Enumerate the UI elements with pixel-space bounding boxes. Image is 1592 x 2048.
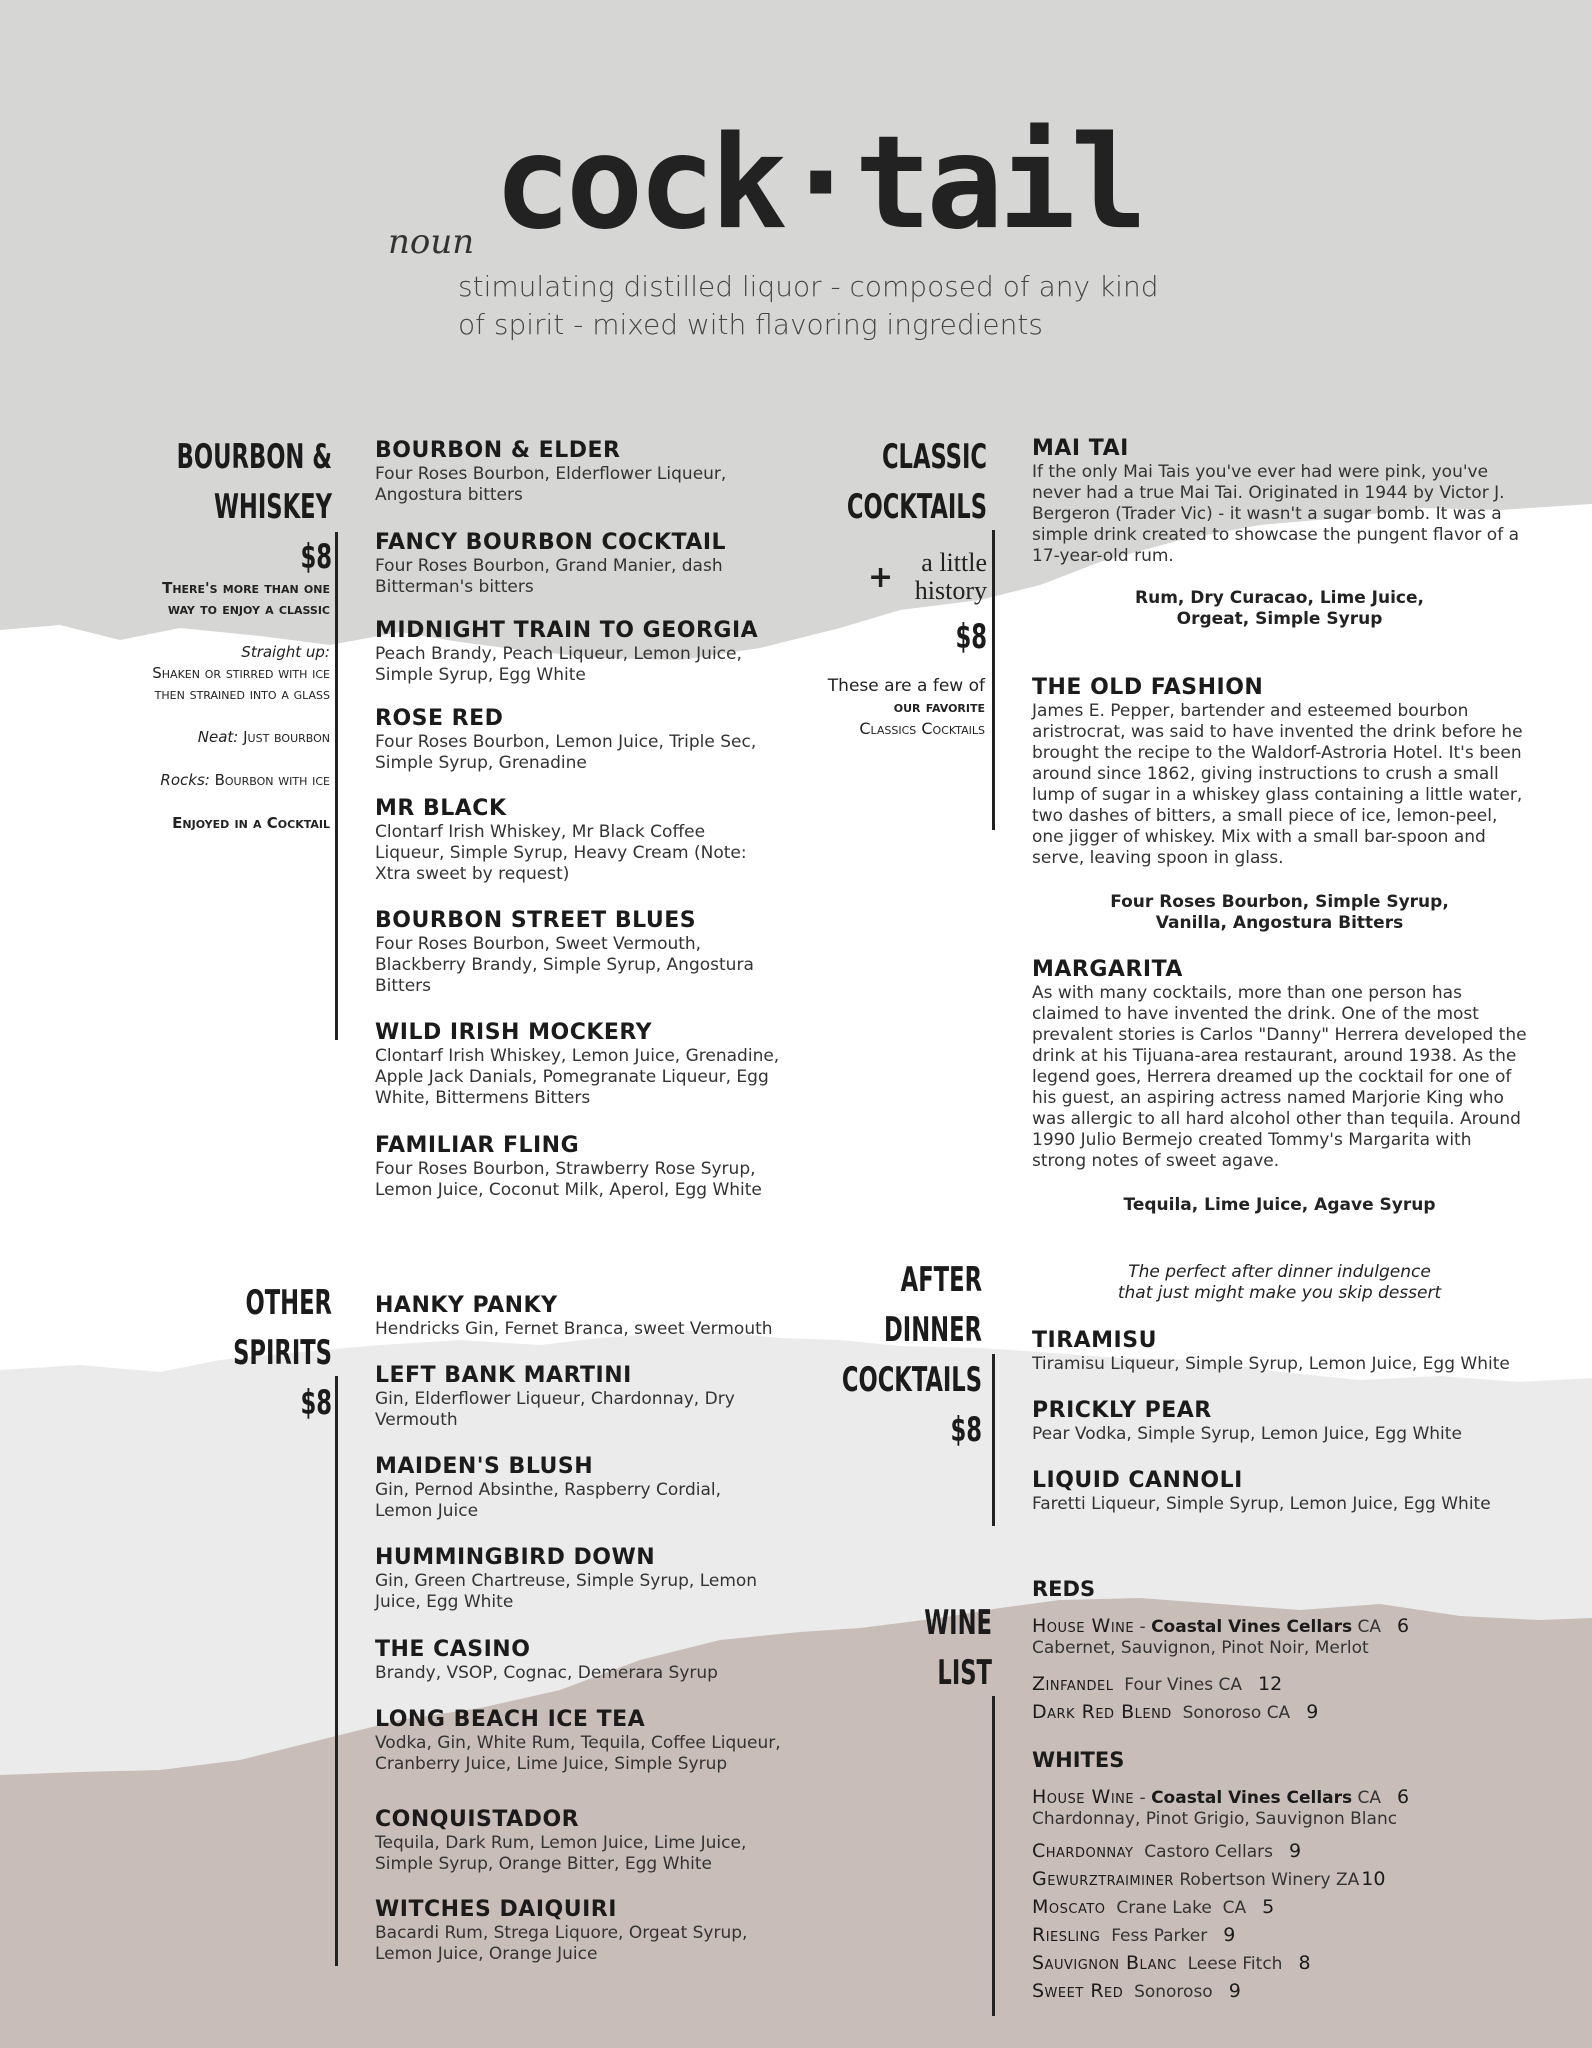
menu-item — [375, 1707, 805, 1775]
wine-name: Sauvignon Blanc — [1032, 1952, 1177, 1974]
bourbon-heading — [72, 432, 332, 582]
bourbon-note: There's more than one way to enjoy a classic — [162, 579, 330, 618]
classic-price: $8 — [955, 617, 987, 657]
bourbon-price: $8 — [300, 537, 332, 577]
wine-price: 6 — [1397, 1615, 1410, 1637]
after-heading-line-3: COCKTAILS — [841, 1360, 982, 1400]
item-name: LONG BEACH ICE TEA — [375, 1707, 646, 1732]
item-name: THE OLD FASHION — [1032, 675, 1264, 700]
wine-varietals: Cabernet, Sauvignon, Pinot Noir, Merlot — [1032, 1638, 1369, 1658]
menu-item — [375, 1363, 775, 1431]
wine-row — [1032, 1925, 1235, 1947]
other-price: $8 — [300, 1383, 332, 1423]
wine-region: CA — [1222, 1898, 1247, 1918]
ingredients-line-1: Rum, Dry Curacao, Lime Juice, — [1135, 588, 1424, 608]
item-desc: Bacardi Rum, Strega Liquore, Orgeat Syrup, Lemon Juice, Orange Juice — [375, 1923, 748, 1964]
classic-note-line-2: our favorite — [893, 698, 985, 716]
straight-text: Shaken or stirred with ice then strained into a glass — [152, 664, 330, 703]
wine-region: ZA — [1336, 1870, 1360, 1890]
after-heading-line-2: DINNER — [883, 1310, 982, 1350]
classic-note-line-3: Classics Cocktails — [859, 719, 985, 738]
item-name: HANKY PANKY — [375, 1293, 558, 1318]
wine-price: 9 — [1288, 1840, 1302, 1862]
menu-item — [1032, 957, 1527, 1172]
wine-maker: Coastal Vines Cellars — [1151, 1788, 1353, 1808]
menu-item — [1032, 436, 1527, 567]
item-desc: Brandy, VSOP, Cognac, Demerara Syrup — [375, 1663, 718, 1683]
wine-name: Sweet Red — [1032, 1980, 1124, 2002]
wine-separator: - — [1134, 1617, 1152, 1637]
wine-name: Chardonnay — [1032, 1840, 1134, 1862]
wine-name: Zinfandel — [1032, 1673, 1114, 1695]
after-heading — [722, 1255, 982, 1455]
item-desc: Four Roses Bourbon, Sweet Vermouth, Blackberry Brandy, Simple Syrup, Angostura Bitters — [375, 934, 754, 996]
item-desc: Four Roses Bourbon, Strawberry Rose Syrup, Lemon Juice, Coconut Milk, Aperol, Egg White — [375, 1159, 762, 1200]
item-desc: Tiramisu Liqueur, Simple Syrup, Lemon Juice, Egg White — [1032, 1354, 1510, 1374]
rocks-text: Bourbon with ice — [214, 771, 330, 789]
item-desc: Pear Vodka, Simple Syrup, Lemon Juice, Egg White — [1032, 1424, 1462, 1444]
item-name: WITCHES DAIQUIRI — [375, 1897, 617, 1922]
classic-note-line-1: These are a few of — [827, 676, 985, 696]
wine-maker: Sonoroso — [1182, 1703, 1262, 1723]
menu-item — [375, 530, 795, 598]
definition — [458, 268, 1278, 344]
wine-maker: Sonoroso — [1134, 1982, 1213, 2002]
after-intro — [1032, 1262, 1527, 1304]
wine-maker: Leese Fitch — [1187, 1954, 1283, 1974]
wine-row — [1032, 1981, 1241, 2003]
menu-item — [375, 1133, 795, 1201]
wine-row — [1032, 1869, 1385, 1891]
wine-price: 9 — [1306, 1701, 1319, 1723]
item-desc: Gin, Elderflower Liqueur, Chardonnay, Dry Vermouth — [375, 1389, 735, 1430]
reds-heading: REDS — [1032, 1577, 1096, 1601]
after-price: $8 — [950, 1410, 982, 1450]
menu-item — [375, 706, 795, 774]
plus-sign: + — [868, 560, 894, 595]
item-name: BOURBON STREET BLUES — [375, 908, 697, 933]
other-divider — [335, 1376, 338, 1966]
classic-heading-line-1: CLASSIC — [881, 437, 987, 477]
wine-region: CA — [1357, 1788, 1382, 1808]
wine-price: 10 — [1361, 1868, 1386, 1890]
wine-price: 5 — [1262, 1896, 1275, 1918]
item-name: BOURBON & ELDER — [375, 438, 621, 463]
wine-maker: Fess Parker — [1111, 1926, 1208, 1946]
item-name: PRICKLY PEAR — [1032, 1398, 1212, 1423]
wine-name: House Wine — [1032, 1786, 1135, 1808]
wine-name: Gewurztraiminer — [1032, 1868, 1174, 1890]
menu-item — [1032, 1398, 1552, 1445]
item-name: MARGARITA — [1032, 957, 1183, 982]
item-name: HUMMINGBIRD DOWN — [375, 1545, 656, 1570]
other-heading — [72, 1278, 332, 1428]
wine-row — [1032, 1616, 1409, 1638]
item-name: WILD IRISH MOCKERY — [375, 1020, 653, 1045]
neat-text: Just bourbon — [243, 728, 330, 746]
wine-price: 12 — [1257, 1673, 1283, 1695]
enjoyed-note: Enjoyed in a Cocktail — [172, 814, 330, 832]
wine-row — [1032, 1953, 1311, 1975]
bourbon-heading-line-2: WHISKEY — [213, 487, 332, 527]
item-desc: James E. Pepper, bartender and esteemed bourbon aristrocrat, was said to have invented the drink before he brought the recipe to the Waldorf-Astroria Hotel. It's been around since 1862, giving instructions to crush a small lump of sugar in a whiskey glass containing a little water, two dashes of bitters, a small piece of ice, lemon-peel, one jigger of whiskey. Mix with a small bar-spoon and serve, leaving spoon in glass. — [1032, 701, 1523, 868]
menu-item — [1032, 675, 1527, 869]
bourbon-divider — [335, 532, 338, 1040]
wine-divider — [992, 1696, 995, 2016]
neat-label: Neat: — [197, 728, 239, 746]
menu-item — [375, 908, 795, 997]
rocks-label: Rocks: — [160, 771, 210, 789]
wine-name: Riesling — [1032, 1924, 1101, 1946]
item-desc: Faretti Liqueur, Simple Syrup, Lemon Juice, Egg White — [1032, 1494, 1491, 1514]
wine-maker: Castoro Cellars — [1144, 1842, 1273, 1862]
wine-row — [1032, 1674, 1282, 1696]
page-title: cock·tail — [494, 109, 1143, 258]
item-desc: Four Roses Bourbon, Lemon Juice, Triple Sec, Simple Syrup, Grenadine — [375, 732, 757, 773]
item-name: MR BLACK — [375, 796, 507, 821]
menu-item — [375, 1454, 775, 1522]
wine-maker: Crane Lake — [1116, 1898, 1212, 1918]
wine-row — [1032, 1702, 1318, 1724]
item-desc: Gin, Green Chartreuse, Simple Syrup, Lemon Juice, Egg White — [375, 1571, 758, 1612]
wine-varietals: Chardonnay, Pinot Grigio, Sauvignon Blanc — [1032, 1809, 1398, 1829]
item-desc: If the only Mai Tais you've ever had were pink, you've never had a true Mai Tai. Originated in 1944 by Victor J. Bergeron (Trader Vic) - it wasn't a sugar bomb. It was a simple drink created to showcase the pungent flavor of a 17-year-old rum. — [1032, 462, 1520, 566]
menu-item — [1032, 1328, 1552, 1375]
wine-region: CA — [1218, 1675, 1242, 1695]
ingredients-line-1: Tequila, Lime Juice, Agave Syrup — [1123, 1195, 1436, 1215]
wine-region: CA — [1357, 1617, 1382, 1637]
after-intro-line-1: The perfect after dinner indulgence — [1128, 1262, 1431, 1282]
menu-item — [375, 1637, 795, 1684]
wine-heading-line-2: LIST — [937, 1653, 992, 1693]
wine-name: Moscato — [1032, 1896, 1106, 1918]
classic-heading — [727, 432, 987, 532]
menu-item — [1032, 1468, 1552, 1515]
classic-note — [780, 676, 985, 739]
item-desc: Hendricks Gin, Fernet Branca, sweet Vermouth — [375, 1319, 773, 1339]
ingredients-line-2: Vanilla, Angostura Bitters — [1155, 913, 1404, 933]
item-name: MIDNIGHT TRAIN TO GEORGIA — [375, 618, 759, 643]
after-intro-line-2: that just might make you skip dessert — [1117, 1283, 1442, 1303]
item-ingredients — [1032, 1195, 1527, 1216]
menu-item — [375, 796, 765, 885]
other-heading-line-2: SPIRITS — [233, 1333, 332, 1373]
item-name: FANCY BOURBON COCKTAIL — [375, 530, 727, 555]
bourbon-serving-notes — [150, 578, 330, 856]
menu-item — [375, 618, 795, 686]
wine-name: Dark Red Blend — [1032, 1701, 1172, 1723]
wine-row — [1032, 1787, 1409, 1809]
item-name: LIQUID CANNOLI — [1032, 1468, 1243, 1493]
classic-divider — [992, 530, 995, 830]
straight-label: Straight up: — [241, 643, 330, 661]
wine-row — [1032, 1897, 1274, 1919]
wine-heading — [792, 1598, 992, 1698]
history-line-2: history — [914, 576, 987, 605]
bourbon-heading-line-1: BOURBON & — [176, 437, 332, 477]
wine-maker: Four Vines — [1124, 1675, 1214, 1695]
wine-region: CA — [1266, 1703, 1291, 1723]
item-ingredients — [1032, 588, 1527, 630]
menu-item — [375, 1545, 775, 1613]
definition-line-1: stimulating distilled liquor - composed of any kind — [458, 270, 1159, 303]
ingredients-line-2: Orgeat, Simple Syrup — [1176, 609, 1383, 629]
whites-heading: WHITES — [1032, 1748, 1125, 1772]
item-desc: Tequila, Dark Rum, Lemon Juice, Lime Juice, Simple Syrup, Orange Bitter, Egg White — [375, 1833, 747, 1874]
item-desc: Peach Brandy, Peach Liqueur, Lemon Juice, Simple Syrup, Egg White — [375, 644, 742, 685]
wine-maker: Robertson Winery — [1179, 1870, 1331, 1890]
item-name: MAI TAI — [1032, 436, 1129, 461]
definition-line-2: of spirit - mixed with flavoring ingredients — [458, 308, 1043, 341]
item-desc: Clontarf Irish Whiskey, Lemon Juice, Grenadine, Apple Jack Danials, Pomegranate Liqueur, Egg White, Bittermens Bitters — [375, 1046, 780, 1108]
wine-separator: - — [1134, 1788, 1152, 1808]
other-heading-line-1: OTHER — [245, 1283, 332, 1323]
item-ingredients — [1032, 892, 1527, 934]
item-desc: Four Roses Bourbon, Grand Manier, dash Bitterman's bitters — [375, 556, 723, 597]
item-name: LEFT BANK MARTINI — [375, 1363, 632, 1388]
item-desc: As with many cocktails, more than one person has claimed to have invented the drink. One of the most prevalent stories is Carlos "Danny" Herrera developed the drink at his Tijuana-area restaurant, around 1938. As the legend goes, Herrera dreamed up the cocktail for one of his guest, an aspiring actress named Marjorie King who was allergic to all hard alcohol other than tequila. Around 1990 Julio Bermejo created Tommy's Margarita with strong notes of sweet agave. — [1032, 983, 1527, 1171]
item-name: THE CASINO — [375, 1637, 531, 1662]
item-desc: Gin, Pernod Absinthe, Raspberry Cordial, Lemon Juice — [375, 1480, 722, 1521]
item-name: ROSE RED — [375, 706, 504, 731]
item-name: CONQUISTADOR — [375, 1807, 580, 1832]
wine-price: 9 — [1228, 1980, 1241, 2002]
after-divider — [992, 1354, 995, 1526]
menu-item — [375, 1807, 795, 1875]
menu-item — [375, 1020, 795, 1109]
item-name: TIRAMISU — [1032, 1328, 1157, 1353]
wine-heading-line-1: WINE — [924, 1603, 992, 1643]
noun-label: noun — [388, 222, 475, 262]
classic-price-wrap — [867, 612, 987, 662]
wine-price: 9 — [1223, 1924, 1236, 1946]
wine-maker: Coastal Vines Cellars — [1151, 1617, 1353, 1637]
wine-name: House Wine — [1032, 1615, 1135, 1637]
item-name: FAMILIAR FLING — [375, 1133, 580, 1158]
item-desc: Vodka, Gin, White Rum, Tequila, Coffee Liqueur, Cranberry Juice, Lime Juice, Simple Syrup — [375, 1733, 781, 1774]
wine-row — [1032, 1841, 1301, 1863]
classic-heading-line-2: COCKTAILS — [846, 487, 987, 527]
item-name: MAIDEN'S BLUSH — [375, 1454, 594, 1479]
menu-item — [375, 1897, 795, 1965]
wine-price: 8 — [1298, 1952, 1311, 1974]
ingredients-line-1: Four Roses Bourbon, Simple Syrup, — [1110, 892, 1449, 912]
wine-price: 6 — [1397, 1786, 1410, 1808]
item-desc: Four Roses Bourbon, Elderflower Liqueur, Angostura bitters — [375, 464, 727, 505]
after-heading-line-1: AFTER — [900, 1260, 982, 1300]
item-desc: Clontarf Irish Whiskey, Mr Black Coffee Liqueur, Simple Syrup, Heavy Cream (Note: Xtra sweet by request) — [375, 822, 747, 884]
history-label — [787, 549, 987, 605]
history-line-1: a little — [921, 548, 987, 577]
